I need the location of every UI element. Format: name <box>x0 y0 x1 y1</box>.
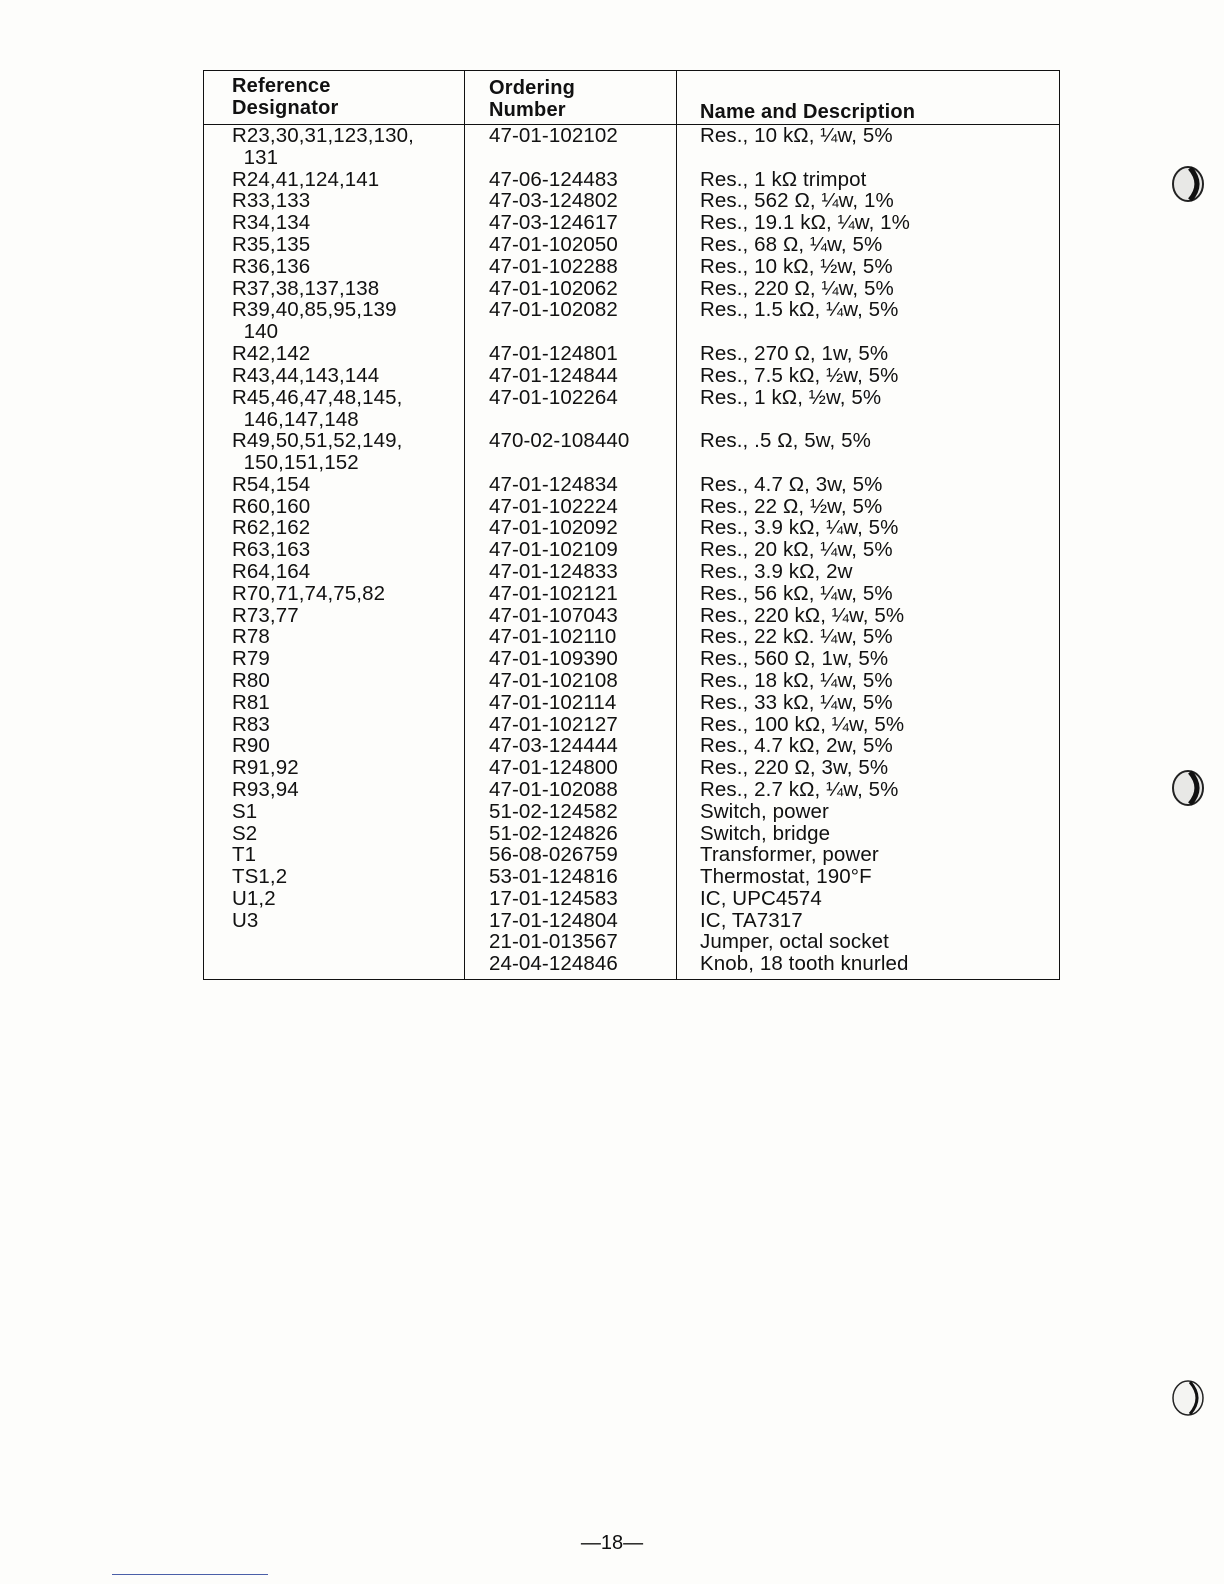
reference-designator-cell: R70,71,74,75,82 <box>232 581 386 605</box>
table-row <box>204 626 1059 648</box>
table-row <box>204 256 1059 278</box>
description-cell: Res., 18 kΩ, ¼w, 5% <box>700 668 893 692</box>
table-row <box>204 844 1059 866</box>
ordering-number-cell: 53-01-124816 <box>489 865 618 889</box>
table-row <box>204 648 1059 670</box>
description-cell: Res., 10 kΩ, ½w, 5% <box>700 254 893 278</box>
ordering-number-cell: 47-01-124800 <box>489 756 618 780</box>
table-row <box>204 430 1059 474</box>
description-cell: Thermostat, 190°F <box>700 865 872 889</box>
ordering-number-cell: 47-01-102102 <box>489 124 618 147</box>
reference-designator-cell: R62,162 <box>232 516 311 540</box>
ordering-number-cell: 47-01-102062 <box>489 276 618 300</box>
description-cell: Res., 19.1 kΩ, ¼w, 1% <box>700 211 910 235</box>
binder-hole-icon <box>1170 768 1206 808</box>
ordering-number-cell: 47-01-124801 <box>489 341 618 365</box>
reference-designator-cell: R93,94 <box>232 777 299 801</box>
ordering-number-cell: 47-01-102121 <box>489 581 618 605</box>
table-row <box>204 801 1059 823</box>
table-row <box>204 910 1059 932</box>
table-row <box>204 779 1059 801</box>
reference-designator-cell: R42,142 <box>232 341 311 365</box>
description-cell: Res., 22 kΩ. ¼w, 5% <box>700 625 893 649</box>
ordering-number-cell: 47-06-124483 <box>489 167 618 191</box>
ordering-number-cell: 51-02-124826 <box>489 821 618 845</box>
reference-designator-cell: R83 <box>232 712 270 736</box>
ordering-number-cell: 47-01-102288 <box>489 254 618 278</box>
description-cell: Res., 562 Ω, ¼w, 1% <box>700 189 894 213</box>
table-row <box>204 190 1059 212</box>
reference-designator-cell: R35,135 <box>232 232 311 256</box>
table-row <box>204 714 1059 736</box>
table-row <box>204 474 1059 496</box>
description-cell: Res., 56 kΩ, ¼w, 5% <box>700 581 893 605</box>
ordering-number-cell: 47-01-102224 <box>489 494 618 518</box>
reference-designator-cell: S1 <box>232 799 258 823</box>
reference-designator-cell: R33,133 <box>232 189 311 213</box>
header-reference-designator: Reference Designator <box>232 75 339 119</box>
description-cell: Res., .5 Ω, 5w, 5% <box>700 429 871 453</box>
table-row <box>204 670 1059 692</box>
table-row <box>204 823 1059 845</box>
table-row <box>204 278 1059 300</box>
table-row <box>204 212 1059 234</box>
table-row <box>204 757 1059 779</box>
ordering-number-cell: 47-01-102110 <box>489 625 617 649</box>
description-cell: Res., 7.5 kΩ, ½w, 5% <box>700 363 899 387</box>
description-cell: Res., 3.9 kΩ, 2w <box>700 559 853 583</box>
reference-designator-cell: R45,46,47,48,145, 146,147,148 <box>232 385 403 431</box>
description-cell: Res., 1 kΩ, ½w, 5% <box>700 385 882 409</box>
ordering-number-cell: 24-04-124846 <box>489 952 618 976</box>
reference-designator-cell: T1 <box>232 843 257 867</box>
reference-designator-cell: R79 <box>232 647 270 671</box>
ordering-number-cell: 47-01-124833 <box>489 559 618 583</box>
ordering-number-cell: 47-01-102264 <box>489 385 618 409</box>
ordering-number-cell: 47-01-102127 <box>489 712 618 736</box>
description-cell: Res., 1.5 kΩ, ¼w, 5% <box>700 298 899 322</box>
table-row <box>204 299 1059 343</box>
description-cell: Res., 220 Ω, ¼w, 5% <box>700 276 894 300</box>
table-row <box>204 583 1059 605</box>
reference-designator-cell: R63,163 <box>232 538 311 562</box>
ordering-number-cell: 47-01-102108 <box>489 668 618 692</box>
ordering-number-cell: 17-01-124583 <box>489 886 618 910</box>
table-row <box>204 125 1059 169</box>
table-row <box>204 931 1059 953</box>
reference-designator-cell: R78 <box>232 625 270 649</box>
table-row <box>204 234 1059 256</box>
page-number: —18— <box>580 1532 644 1554</box>
description-cell: Res., 220 kΩ, ¼w, 5% <box>700 603 905 627</box>
reference-designator-cell: R64,164 <box>232 559 311 583</box>
reference-designator-cell: R81 <box>232 690 270 714</box>
reference-designator-cell: R73,77 <box>232 603 299 627</box>
table-body <box>204 125 1059 975</box>
description-cell: Res., 220 Ω, 3w, 5% <box>700 756 889 780</box>
description-cell: Res., 1 kΩ trimpot <box>700 167 867 191</box>
reference-designator-cell: U1,2 <box>232 886 276 910</box>
table-row <box>204 605 1059 627</box>
reference-designator-cell: R54,154 <box>232 472 311 496</box>
description-cell: Res., 3.9 kΩ, ¼w, 5% <box>700 516 899 540</box>
table-row <box>204 866 1059 888</box>
binder-hole-icon <box>1170 164 1206 204</box>
reference-designator-cell: R60,160 <box>232 494 311 518</box>
table-row <box>204 692 1059 714</box>
ordering-number-cell: 47-01-124844 <box>489 363 618 387</box>
table-row <box>204 539 1059 561</box>
reference-designator-cell: R80 <box>232 668 270 692</box>
table-row <box>204 735 1059 757</box>
description-cell: Res., 4.7 kΩ, 2w, 5% <box>700 734 893 758</box>
table-row <box>204 343 1059 365</box>
ordering-number-cell: 47-03-124617 <box>489 211 618 235</box>
reference-designator-cell: R90 <box>232 734 270 758</box>
table-row <box>204 387 1059 431</box>
table-row <box>204 888 1059 910</box>
description-cell: Res., 22 Ω, ½w, 5% <box>700 494 883 518</box>
description-cell: Knob, 18 tooth knurled <box>700 952 909 976</box>
ordering-number-cell: 47-01-124834 <box>489 472 618 496</box>
description-cell: Res., 100 kΩ, ¼w, 5% <box>700 712 905 736</box>
description-cell: Switch, power <box>700 799 829 823</box>
description-cell: Res., 560 Ω, 1w, 5% <box>700 647 889 671</box>
header-name-description: Name and Description <box>700 101 916 123</box>
description-cell: Res., 20 kΩ, ¼w, 5% <box>700 538 893 562</box>
reference-designator-cell: R43,44,143,144 <box>232 363 380 387</box>
reference-designator-cell: TS1,2 <box>232 865 288 889</box>
ordering-number-cell: 47-03-124802 <box>489 189 618 213</box>
reference-designator-cell: R23,30,31,123,130, 131 <box>232 124 414 169</box>
table-row <box>204 561 1059 583</box>
description-cell: Res., 33 kΩ, ¼w, 5% <box>700 690 893 714</box>
reference-designator-cell: R91,92 <box>232 756 299 780</box>
reference-designator-cell: R34,134 <box>232 211 311 235</box>
table-row <box>204 517 1059 539</box>
description-cell: Switch, bridge <box>700 821 831 845</box>
description-cell: IC, UPC4574 <box>700 886 822 910</box>
description-cell: Res., 2.7 kΩ, ¼w, 5% <box>700 777 899 801</box>
ordering-number-cell: 47-03-124444 <box>489 734 618 758</box>
description-cell: Res., 10 kΩ, ¼w, 5% <box>700 124 893 147</box>
reference-designator-cell: R24,41,124,141 <box>232 167 380 191</box>
description-cell: Transformer, power <box>700 843 879 867</box>
table-row <box>204 169 1059 191</box>
reference-designator-cell: U3 <box>232 908 259 932</box>
ordering-number-cell: 51-02-124582 <box>489 799 618 823</box>
ordering-number-cell: 47-01-102050 <box>489 232 618 256</box>
ordering-number-cell: 470-02-108440 <box>489 429 630 453</box>
description-cell: Res., 68 Ω, ¼w, 5% <box>700 232 883 256</box>
ordering-number-cell: 17-01-124804 <box>489 908 618 932</box>
reference-designator-cell: R37,38,137,138 <box>232 276 380 300</box>
reference-designator-cell: R49,50,51,52,149, 150,151,152 <box>232 429 403 475</box>
description-cell: Res., 270 Ω, 1w, 5% <box>700 341 889 365</box>
description-cell: IC, TA7317 <box>700 908 803 932</box>
ordering-number-cell: 47-01-102088 <box>489 777 618 801</box>
parts-table <box>203 70 1060 980</box>
ordering-number-cell: 56-08-026759 <box>489 843 618 867</box>
scan-edge-line <box>112 1574 268 1575</box>
description-cell: Res., 4.7 Ω, 3w, 5% <box>700 472 883 496</box>
ordering-number-cell: 47-01-102109 <box>489 538 618 562</box>
ordering-number-cell: 47-01-102092 <box>489 516 618 540</box>
table-row <box>204 365 1059 387</box>
table-row <box>204 496 1059 518</box>
ordering-number-cell: 47-01-109390 <box>489 647 618 671</box>
reference-designator-cell: R39,40,85,95,139 140 <box>232 298 397 344</box>
ordering-number-cell: 47-01-107043 <box>489 603 618 627</box>
header-ordering-number: Ordering Number <box>489 77 576 121</box>
ordering-number-cell: 47-01-102114 <box>489 690 617 714</box>
binder-hole-icon <box>1170 1378 1206 1418</box>
reference-designator-cell: R36,136 <box>232 254 311 278</box>
description-cell: Jumper, octal socket <box>700 930 889 954</box>
ordering-number-cell: 21-01-013567 <box>489 930 618 954</box>
reference-designator-cell: S2 <box>232 821 258 845</box>
table-row <box>204 953 1059 975</box>
ordering-number-cell: 47-01-102082 <box>489 298 618 322</box>
